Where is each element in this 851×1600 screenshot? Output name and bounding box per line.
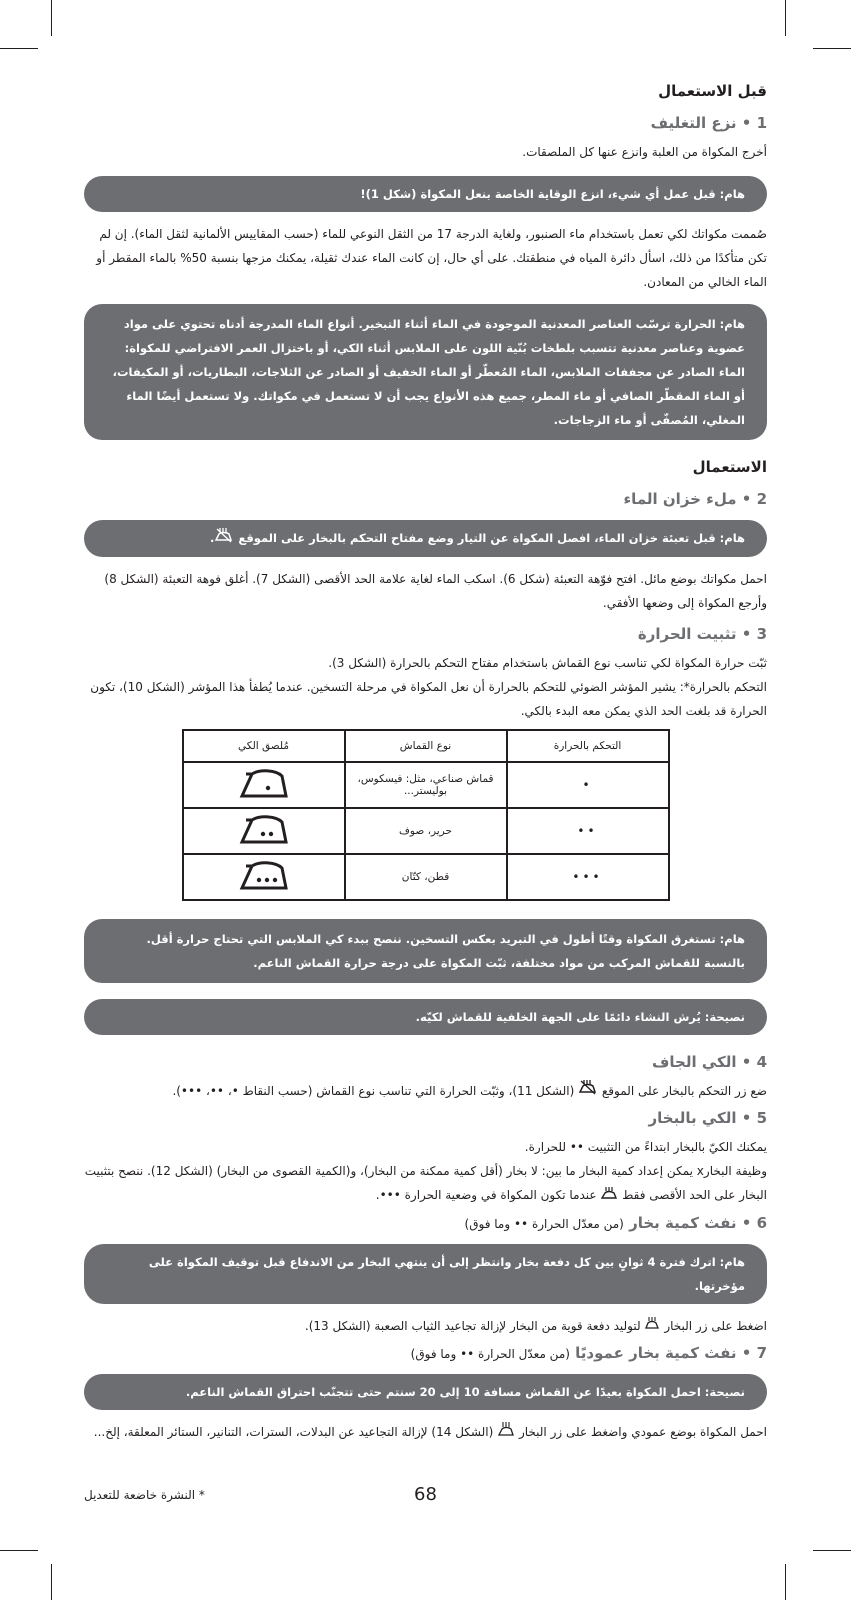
step-5-text-2b: عندما تكون المكواة في وضعية الحرارة •••.: [375, 1188, 597, 1202]
step-7-note: (من معدّل الحرارة •• وما فوق): [410, 1347, 570, 1361]
step-3-text-2: التحكم بالحرارة*: يشير المؤشر الضوئي للتحكم بالحرارة أن نعل المكواة في مرحلة التسخين. عندما يُطفأ هذا المؤشر (الشكل 10)، تكون الحرارة قد بلغت الحد الذي يمكن معه البدء بالكي.: [90, 679, 767, 718]
step-2-text: احمل مكواتك بوضع مائل. افتح فوّهة التعبئة (شكل 6). اسكب الماء لغاية علامة الحد الأقصى (الشكل 7). أغلق فوهة التعبئة (الشكل 8) وأرجع المكواة إلى وضعها الأفقي.: [104, 571, 767, 610]
step-3-text-1: ثبّت حرارة المكواة لكي تناسب نوع القماش باستخدام مفتاح التحكم بالحرارة (الشكل 3).: [328, 655, 767, 670]
important-box: هام: قبل عمل أي شيء، انزع الوقاية الخاصة بنعل المكواة (شكل 1)!: [84, 176, 767, 212]
table-row: [183, 762, 669, 808]
vertical-steam-icon: [497, 1421, 515, 1445]
step-4-text-a: ضع زر التحكم بالبخار على الموقع: [601, 1083, 767, 1098]
step-5-text-2a: وظيفة البخارx يمكن إعداد كمية البخار ما بين: لا بخار (أقل كمية ممكنة من البخار)، و(الكمية القصوى من البخار) (الشكل 12). ننصح بتثبيت البخار على الحد الأقصى فقط: [84, 1164, 767, 1202]
table-cell-temp: •: [507, 762, 669, 808]
step-4-title: 4 • الكي الجاف: [651, 1052, 767, 1071]
section-title-before-use: قبل الاستعمال: [658, 82, 767, 100]
table-cell-temp: •••: [507, 854, 669, 900]
step-7-title-text: 7 • نفث كمية بخار عموديًا: [575, 1344, 767, 1362]
step-2-title: 2 • ملء خزان الماء: [623, 490, 767, 508]
important-box: هام: قبل تعبئة خزان الماء، افصل المكواة عن التيار وضع مفتاح التحكم بالبخار على الموقع .: [84, 520, 767, 557]
page-footer: [84, 1484, 767, 1514]
manual-page: [84, 82, 767, 1451]
step-6-title: [84, 1214, 767, 1232]
table-cell-fabric: حرير، صوف: [345, 808, 507, 854]
table-header: مُلصق الكي: [183, 730, 345, 762]
steam-shot-icon: [644, 1314, 660, 1338]
table-header: التحكم بالحرارة: [507, 730, 669, 762]
step-6-note: (من معدّل الحرارة •• وما فوق): [464, 1216, 624, 1231]
crop-mark: [785, 1564, 786, 1600]
crop-mark: [813, 1550, 851, 1551]
step-1-text: أخرج المكواة من العلبة وانزع عنها كل الملصقات.: [522, 145, 767, 159]
table-cell-temp: ••: [507, 808, 669, 854]
step-4-text: [84, 1079, 767, 1104]
step-3-important-box: هام: تستغرق المكواة وقتًا أطول في التبريد بعكس التسخين. ننصح ببدء كي الملابس التي تحتاج حرارة أقل. بالنسبة للقماش المركب من مواد مختلفة، ثبّت المكواة على درجة حرارة القماش الناعم.: [84, 919, 767, 983]
step-6-title-text: 6 • نفث كمية بخار: [629, 1213, 767, 1232]
water-text: صُممت مكواتك لكي تعمل باستخدام ماء الصنبور، ولغاية الدرجة 17 من الثقل النوعي للماء (حسب المقاييس الألمانية لثقل الماء). إن لم تكن متأكدًا من ذلك، اسأل دائرة المياه في منطقتك. على أي حال، إن كانت الماء عندك ثقيلة، يمكنك مزجها بنسبة 50% بالماء المقطر أو الماء الخالي من المعادن.: [96, 227, 767, 289]
table-header-row: [183, 730, 669, 762]
iron-one-dot-icon: [238, 766, 290, 803]
crop-mark: [813, 48, 851, 49]
crop-mark: [785, 0, 786, 36]
step-1-title: 1 • نزع التغليف: [650, 114, 767, 132]
step-6-text: [84, 1314, 767, 1339]
steam-off-icon: [214, 527, 234, 551]
table-cell-fabric: قطن، كتّان: [345, 854, 507, 900]
section-title-use: الاستعمال: [692, 458, 767, 476]
step-7-text: [84, 1420, 767, 1445]
step-7-title: [84, 1344, 767, 1362]
crop-mark: [0, 48, 38, 49]
steam-off-icon: [578, 1079, 598, 1103]
step-6-important-box: هام: اترك فترة 4 ثوانٍ بين كل دفعة بخار وانتظر إلى أن ينتهي البخار من الاندفاع قبل توقيف المكواة على مؤخرتها.: [84, 1244, 767, 1304]
step-5-title: 5 • الكي بالبخار: [648, 1109, 767, 1127]
temperature-table: [182, 729, 670, 901]
crop-mark: [51, 0, 52, 36]
iron-three-dots-icon: [238, 858, 290, 895]
table-cell-fabric: قماش صناعي، مثل: فيسكوس، بوليستر...: [345, 762, 507, 808]
step-3-tip-box: نصيحة: يُرش النشاء دائمًا على الجهة الخلفية للقماش لكيّه.: [84, 999, 767, 1035]
step-7-text-b: (الشكل 14) لإزالة التجاعيد عن البدلات، السترات، التنانير، الستائر المعلقة، إلخ...: [93, 1425, 494, 1439]
page-number: 68: [414, 1484, 437, 1505]
crop-mark: [51, 1564, 52, 1600]
table-row: [183, 854, 669, 900]
water-important-box: هام: الحرارة ترسّب العناصر المعدنية الموجودة في الماء أثناء التبخير. أنواع الماء المدرجة أدناه تحتوي على مواد عضوية وعناصر معدنية تتسبب بلطخات بُنّية اللون على الملابس أثناء الكي، أو باختزال العمر الافتراضي للمكواة: الماء الصادر عن مجففات الملابس، الماء المُعطّر أو الماء الخفيف أو الصادر عن الثلاجات، البطاريات، أو المكيفات، أو الماء المقطّر الصافي أو ماء المطر، جميع هذه الأنواع يجب أن لا تستعمل في مكواتك. ولا تستعمل أيضًا الماء المغلي، المُصفّى أو ماء الزجاجات.: [84, 304, 767, 440]
footnote: * النشرة خاضعة للتعديل: [84, 1488, 205, 1502]
step-5-text-1: يمكنك الكيّ بالبخار ابتداءً من التثبيت •• للحرارة.: [524, 1140, 767, 1154]
step-4-text-b: (الشكل 11)، وثبّت الحرارة التي تناسب نوع القماش (حسب النقاط •، ••، •••).: [172, 1083, 575, 1098]
step-7-text-a: احمل المكواة بوضع عمودي واضغط على زر البخار: [518, 1425, 767, 1439]
table-header: نوع القماش: [345, 730, 507, 762]
step-2-important-text: هام: قبل تعبئة خزان الماء، افصل المكواة عن التيار وضع مفتاح التحكم بالبخار على الموقع: [238, 531, 745, 545]
table-row: [183, 808, 669, 854]
table-cell-label: [183, 808, 345, 854]
step-7-tip-box: نصيحة: احمل المكواة بعيدًا عن القماش مسافة 10 إلى 20 سنتم حتى تتجنّب احتراق القماش الناعم.: [84, 1374, 767, 1410]
table-cell-label: [183, 762, 345, 808]
max-steam-icon: [600, 1184, 618, 1208]
step-5-text-2: [84, 1159, 767, 1208]
step-3-title: 3 • تثبيت الحرارة: [637, 624, 767, 643]
crop-mark: [0, 1550, 38, 1551]
iron-two-dots-icon: [238, 812, 290, 849]
step-6-text-a: اضغط على زر البخار: [664, 1318, 767, 1333]
table-cell-label: [183, 854, 345, 900]
step-6-text-b: لتوليد دفعة قوية من البخار لإزالة تجاعيد الثياب الصعبة (الشكل 13).: [304, 1318, 641, 1333]
